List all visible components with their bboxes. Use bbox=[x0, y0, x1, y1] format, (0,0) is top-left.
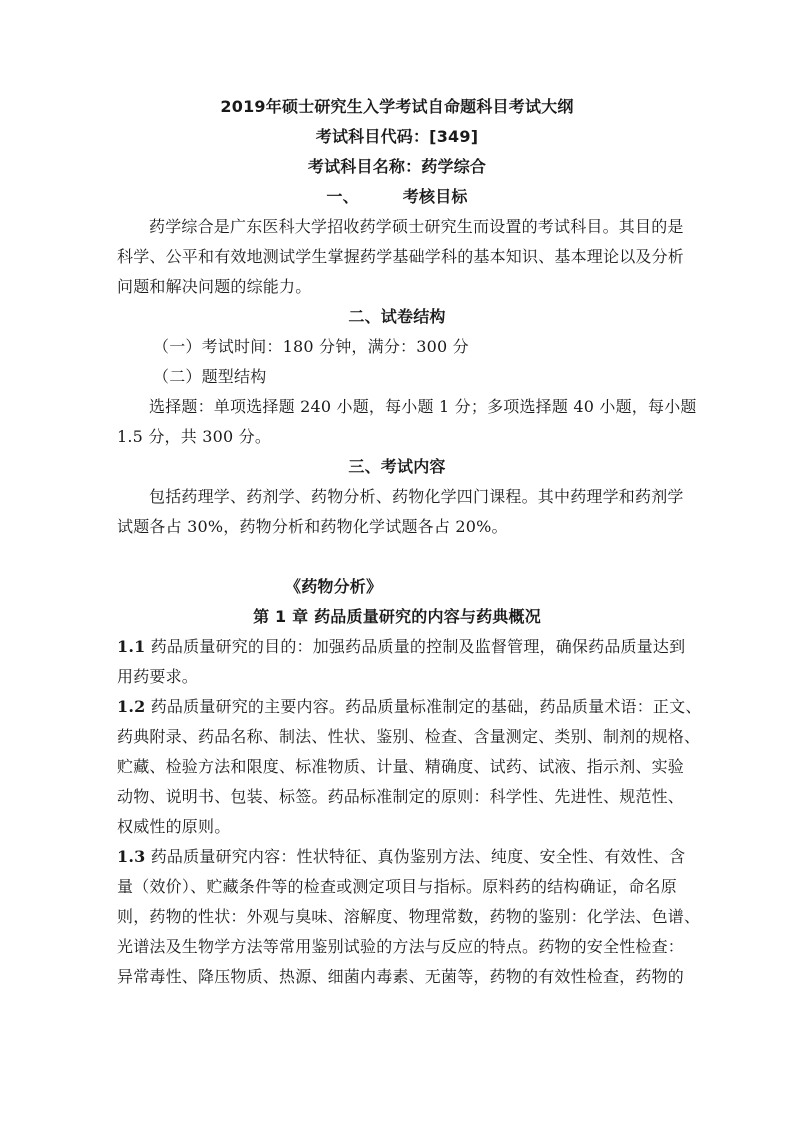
section2-heading: 二、试卷结构 bbox=[348, 307, 446, 326]
item-number: 1.2 bbox=[117, 697, 146, 716]
item-number: 1.1 bbox=[117, 637, 146, 656]
document-page bbox=[117, 92, 702, 992]
item-line bbox=[117, 842, 686, 872]
item-line: 量（效价）、贮藏条件等的检查或测定项目与指标。原料药的结构确证，命名原 bbox=[117, 877, 677, 896]
chapter-heading: 第 1 章 药品质量研究的内容与药典概况 bbox=[253, 607, 541, 626]
subject-code: 考试科目代码：[349] bbox=[315, 127, 479, 146]
section3-heading: 三、考试内容 bbox=[348, 457, 446, 476]
paragraph-line: 药学综合是广东医科大学招收药学硕士研究生而设置的考试科目。其目的是 bbox=[149, 217, 684, 236]
subject-name: 考试科目名称：药学综合 bbox=[307, 157, 487, 176]
paragraph-line: 试题各占 30%，药物分析和药物化学试题各占 20%。 bbox=[117, 517, 508, 536]
paragraph-line: 选择题：单项选择题 240 小题，每小题 1 分；多项选择题 40 小题，每小题 bbox=[149, 397, 697, 416]
section1-title: 考核目标 bbox=[402, 187, 468, 206]
paragraph-line: 科学、公平和有效地测试学生掌握药学基础学科的基本知识、基本理论以及分析 bbox=[117, 247, 685, 266]
document-title: 2019年硕士研究生入学考试自命题科目考试大纲 bbox=[220, 97, 574, 116]
item-number: 1.3 bbox=[117, 847, 146, 866]
item-line: 动物、说明书、包装、标签。药品标准制定的原则：科学性、先进性、规范性、 bbox=[117, 787, 685, 806]
question-structure-item: （二）题型结构 bbox=[153, 367, 267, 386]
item-line: 药典附录、药品名称、制法、性状、鉴别、检查、含量测定、类别、制剂的规格、 bbox=[117, 727, 701, 746]
paragraph-line: 包括药理学、药剂学、药物分析、药物化学四门课程。其中药理学和药剂学 bbox=[149, 487, 684, 506]
item-text: 药品质量研究的主要内容。药品质量标准制定的基础，药品质量术语：正文、 bbox=[150, 697, 702, 716]
item-line: 异常毒性、降压物质、热源、细菌内毒素、无菌等，药物的有效性检查，药物的 bbox=[117, 967, 685, 986]
item-line: 光谱法及生物学方法等常用鉴别试验的方法与反应的特点。药物的安全性检查： bbox=[117, 937, 685, 956]
item-line: 贮藏、检验方法和限度、标准物质、计量、精确度、试药、试液、指示剂、实验 bbox=[117, 757, 685, 776]
item-text: 药品质量研究内容：性状特征、真伪鉴别方法、纯度、安全性、有效性、含 bbox=[150, 847, 686, 866]
course-title: 《药物分析》 bbox=[285, 577, 383, 596]
item-line: 用药要求。 bbox=[117, 667, 199, 686]
item-line bbox=[117, 692, 702, 722]
section1-heading bbox=[117, 182, 677, 212]
blank-line bbox=[117, 542, 677, 572]
item-line: 则，药物的性状：外观与臭味、溶解度、物理常数，药物的鉴别：化学法、色谱、 bbox=[117, 907, 701, 926]
paragraph-line: 问题和解决问题的综能力。 bbox=[117, 277, 312, 296]
item-line bbox=[117, 632, 686, 662]
section1-number: 一、 bbox=[326, 187, 359, 206]
item-line: 权威性的原则。 bbox=[117, 817, 231, 836]
exam-time-item: （一）考试时间：180 分钟，满分：300 分 bbox=[153, 337, 469, 356]
paragraph-line: 1.5 分，共 300 分。 bbox=[117, 427, 272, 446]
item-text: 药品质量研究的目的：加强药品质量的控制及监督管理，确保药品质量达到 bbox=[150, 637, 686, 656]
